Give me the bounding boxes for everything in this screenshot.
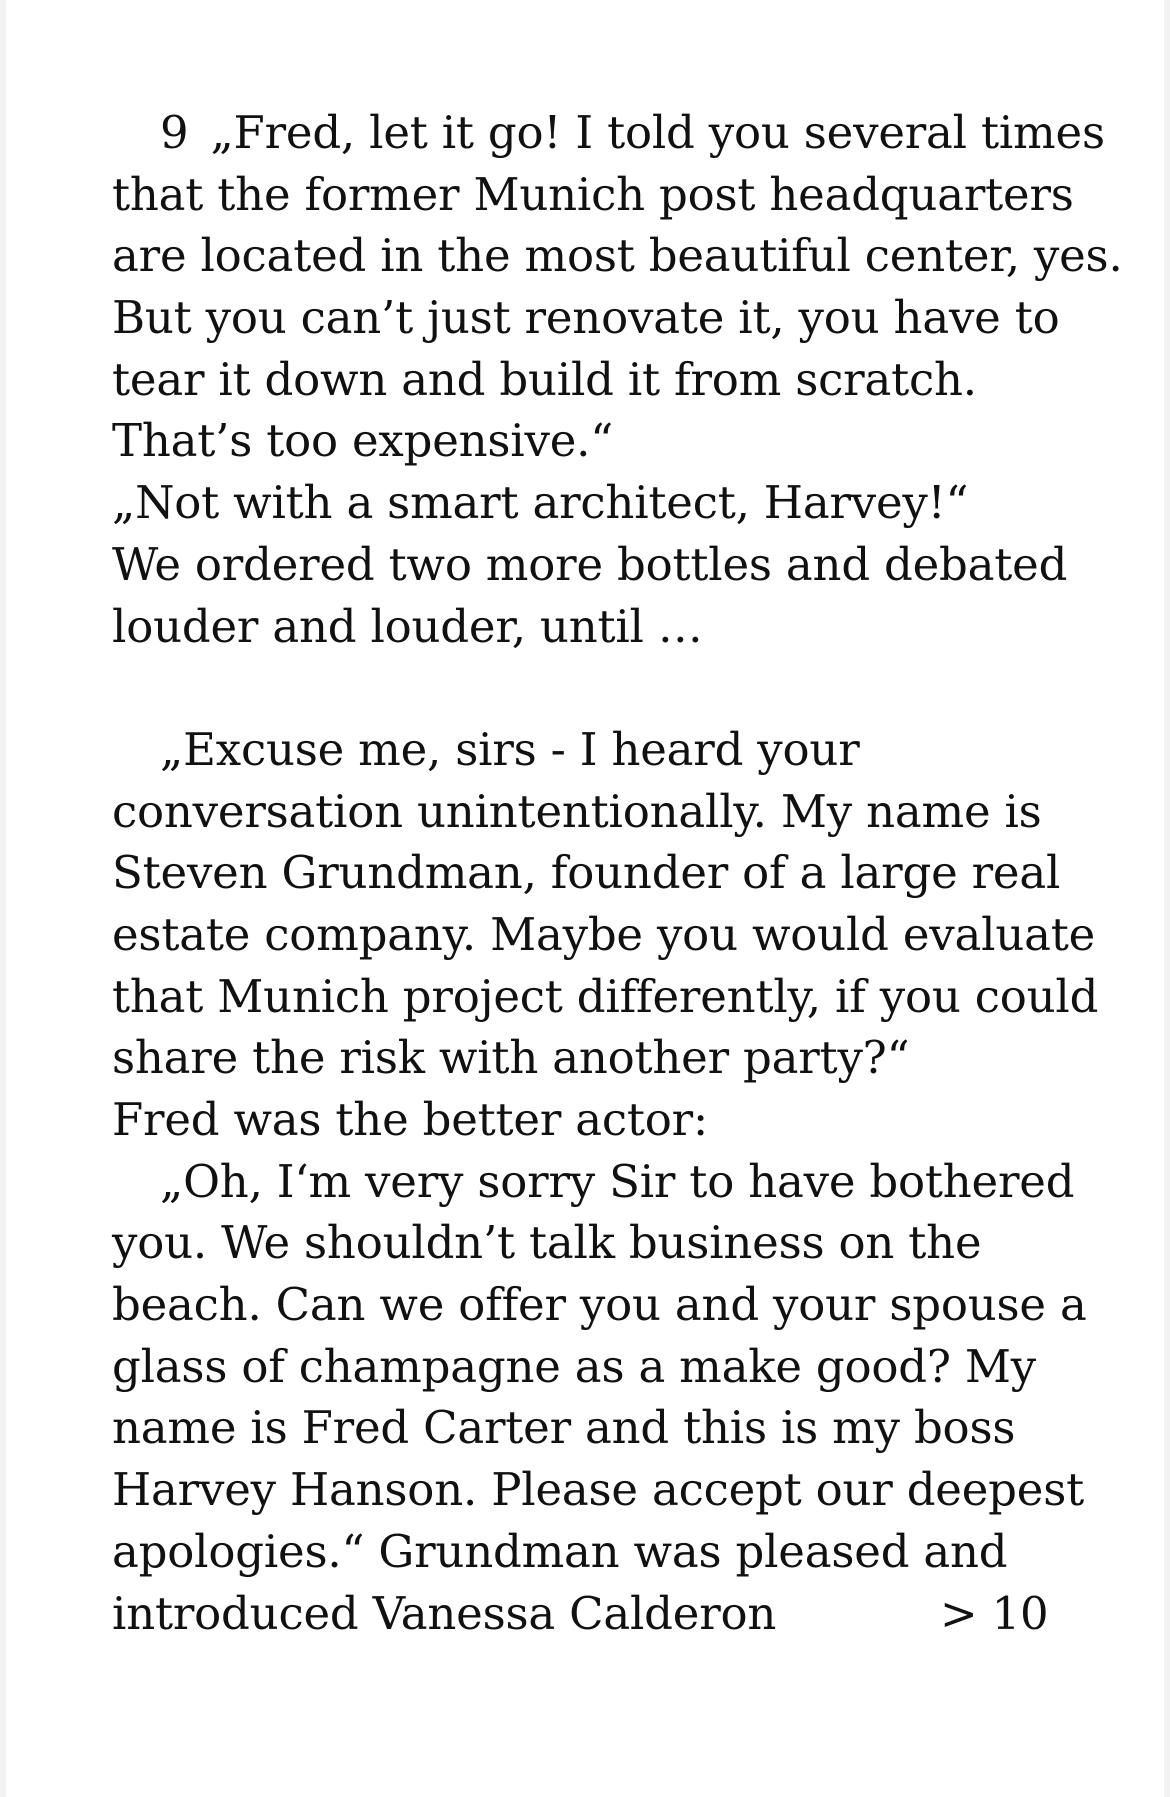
text-line: estate company. Maybe you would evaluate — [112, 907, 1096, 961]
text-line: „Excuse me, sirs - I heard your — [160, 722, 860, 776]
text-line: Fred was the better actor: — [112, 1093, 708, 1146]
text-line: We ordered two more bottles and debated — [112, 537, 1068, 591]
text-line: glass of champagne as a make good? My — [112, 1339, 1036, 1393]
paragraph-gap — [112, 657, 1092, 719]
paragraph — [112, 472, 1092, 534]
text-line: Harvey Hanson. Please accept our deepest — [112, 1463, 1084, 1517]
paragraph — [112, 719, 1099, 1089]
text-line: name is Fred Carter and this is my boss — [112, 1401, 1016, 1455]
text-line: That’s too expensive.“ — [112, 414, 614, 468]
text-line: conversation unintentionally. My name is — [112, 784, 1042, 838]
page-text — [112, 102, 1123, 1644]
paragraph — [112, 1151, 1092, 1645]
text-line: Steven Grundman, founder of a large real — [112, 846, 1061, 900]
paragraph — [112, 102, 1123, 472]
text-line: introduced Vanessa Calderon > 10 — [112, 1583, 1092, 1645]
paragraph — [112, 534, 1092, 657]
text-line: apologies.“ Grundman was pleased and — [112, 1524, 1008, 1578]
text-line: „Oh, I‘m very sorry Sir to have bothered — [160, 1154, 1075, 1208]
text-line: „Not with a smart architect, Harvey!“ — [112, 476, 969, 530]
text-line: tear it down and build it from scratch. — [112, 352, 977, 406]
text-line: But you can’t just renovate it, you have to — [112, 291, 1060, 345]
text-line: that Munich project differently, if you could — [112, 969, 1099, 1023]
text-line: beach. Can we offer you and your spouse a — [112, 1278, 1087, 1332]
text-line: louder and louder, until … — [112, 599, 703, 653]
text-line: you. We shouldn’t talk business on the — [112, 1216, 982, 1270]
paragraph — [112, 1089, 1092, 1151]
text-line: share the risk with another party?“ — [112, 1031, 910, 1085]
text-line: 9 „Fred, let it go! I told you several times — [112, 102, 1092, 164]
next-page-marker: > 10 — [940, 1586, 1049, 1640]
text-line: are located in the most beautiful center, yes. — [112, 229, 1123, 283]
text-line: that the former Munich post headquarters — [112, 167, 1074, 221]
book-page — [6, 0, 1164, 1797]
page-number: 9 — [160, 106, 189, 159]
